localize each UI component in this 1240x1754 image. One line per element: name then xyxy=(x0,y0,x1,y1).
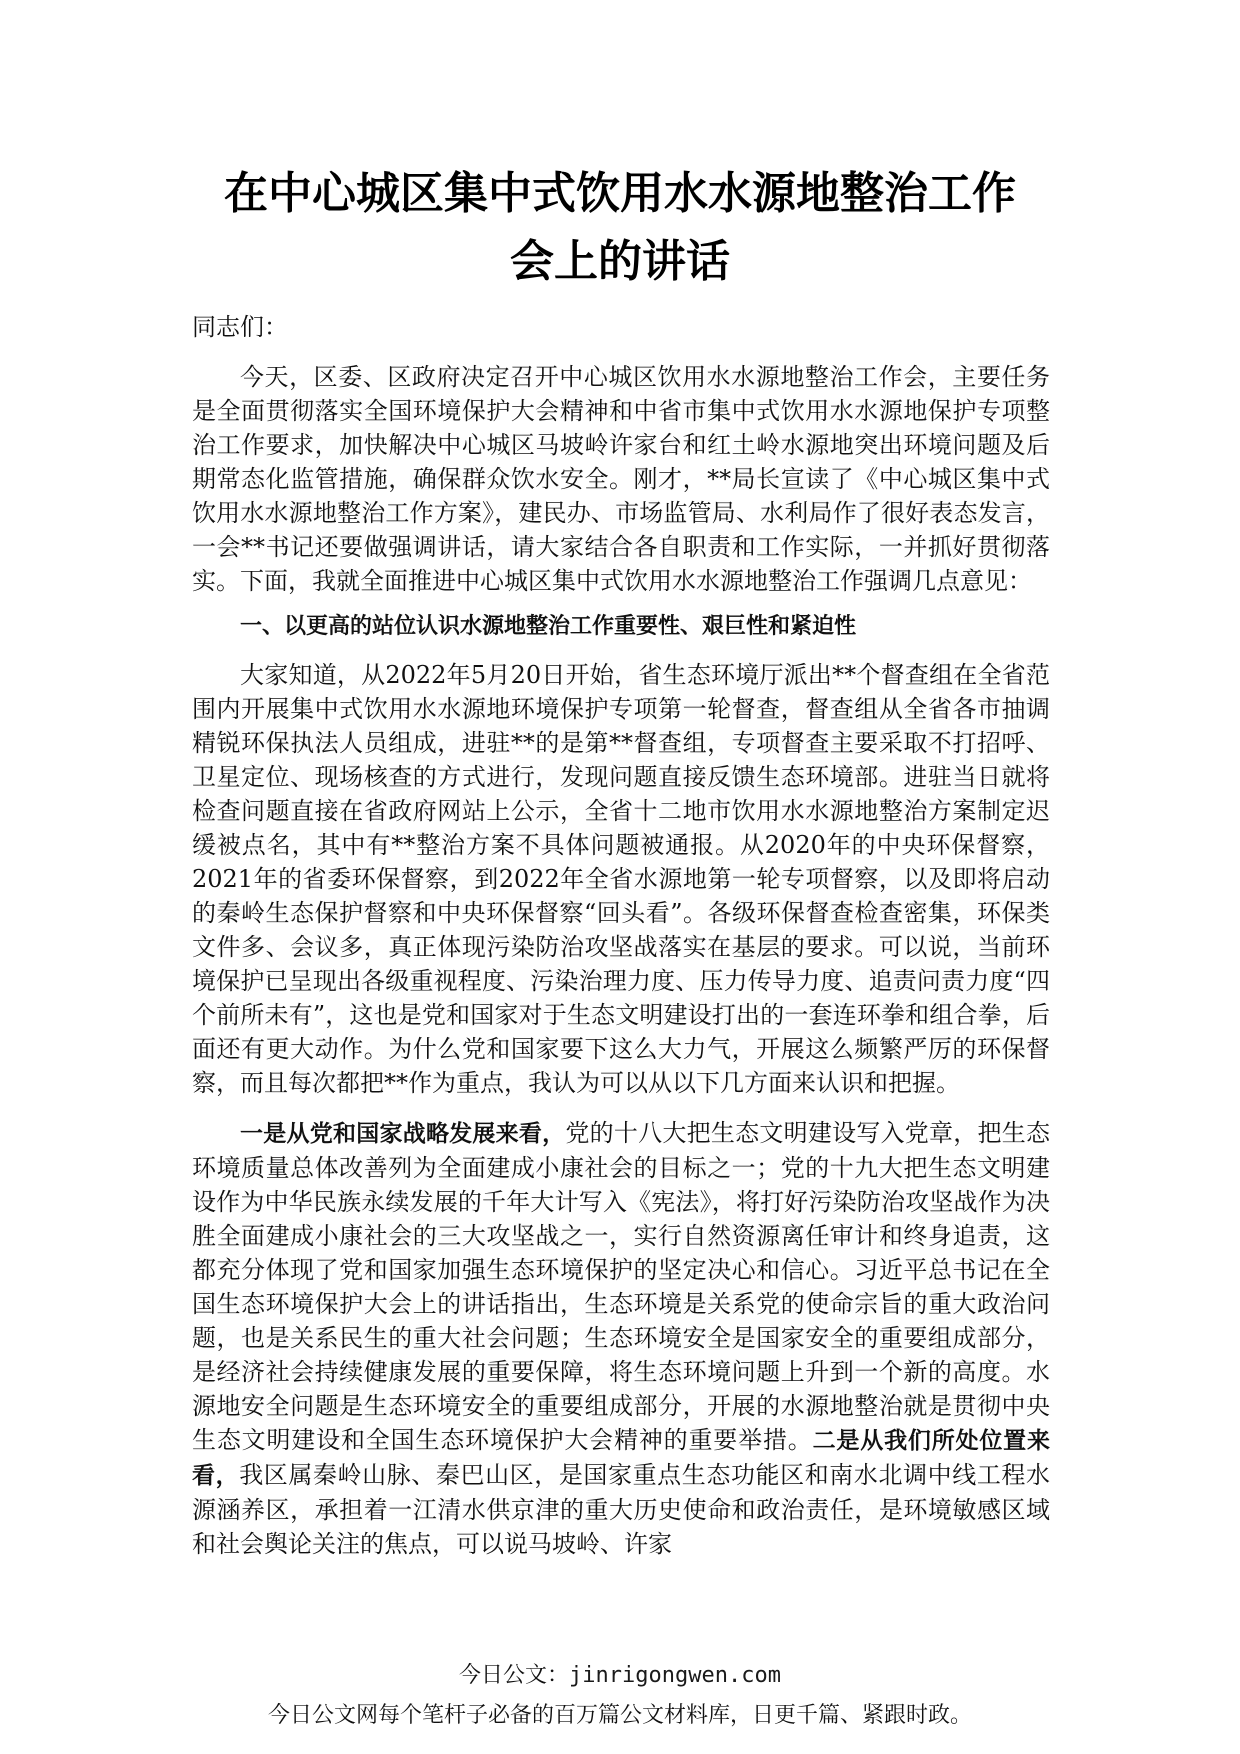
point-one-lead: 一是从党和国家战略发展来看， xyxy=(240,1121,566,1147)
point-two-text: 我区属秦岭山脉、秦巴山区，是国家重点生态功能区和南水北调中线工程水源涵养区，承担着一江清水供京津的重大历史使命和政治责任，是环境敏感区域和社会舆论关注的焦点，可以说马坡岭、许家 xyxy=(192,1461,1051,1558)
section-heading-1: 一、以更高的站位认识水源地整治工作重要性、艰巨性和紧迫性 xyxy=(240,614,857,639)
point-one-text: 党的十八大把生态文明建设写入党章，把生态环境质量总体改善列为全面建成小康社会的目标之一；党的十九大把生态文明建设作为中华民族永续发展的千年大计写入《宪法》，将打好污染防治攻坚战作为决胜全面建成小康社会的三大攻坚战之一，实行自然资源离任审计和终身追责，这都充分体现了党和国家加强生态环境保护的坚定决心和信心。习近平总书记在全国生态环境保护大会上的讲话指出，生态环境是关系党的使命宗旨的重大政治问题，也是关系民生的重大社会问题；生态环境安全是国家安全的重要组成部分，是经济社会持续健康发展的重要保障，将生态环境问题上升到一个新的高度。水源地安全问题是生态环境安全的重要组成部分，开展的水源地整治就是贯彻中央生态文明建设和全国生态环境保护大会精神的重要举措。 xyxy=(192,1119,1051,1454)
document-title xyxy=(130,160,1110,296)
footer-site-name: 今日公文： xyxy=(459,1663,570,1688)
paragraph-background: 大家知道，从2022年5月20日开始，省生态环境厅派出**个督查组在全省范围内开展集中式饮用水水源地环境保护专项第一轮督查，督查组从全省各市抽调精锐环保执法人员组成，进驻**的是第**督查组，专项督查主要采取不打招呼、卫星定位、现场核查的方式进行，发现问题直接反馈生态环境部。进驻当日就将检查问题直接在省政府网站上公示，全省十二地市饮用水水源地整治方案制定迟缓被点名，其中有**整治方案不具体问题被通报。从2020年的中央环保督察，2021年的省委环保督察，到2022年全省水源地第一轮专项督察，以及即将启动的秦岭生态保护督察和中央环保督察“回头看”。各级环保督查检查密集，环保类文件多、会议多，真正体现污染防治攻坚战落实在基层的要求。可以说，当前环境保护已呈现出各级重视程度、污染治理力度、压力传导力度、追责问责力度“四个前所未有”，这也是党和国家对于生态文明建设打出的一套连环拳和组合拳，后面还有更大动作。为什么党和国家要下这么大力气，开展这么频繁严厉的环保督察，而且每次都把**作为重点，我认为可以从以下几方面来认识和把握。 xyxy=(192,661,1050,1097)
footer-site-line xyxy=(0,1656,1240,1696)
footer-slogan: 今日公文网每个笔杆子必备的百万篇公文材料库，日更千篇、紧跟时政。 xyxy=(267,1703,972,1728)
document-body xyxy=(192,310,1050,1563)
paragraph-intro: 今天，区委、区政府决定召开中心城区饮用水水源地整治工作会，主要任务是全面贯彻落实全国环境保护大会精神和中省市集中式饮用水水源地保护专项整治工作要求，加快解决中心城区马坡岭许家台和红土岭水源地突出环境问题及后期常态化监管措施，确保群众饮水安全。刚才，**局长宣读了《中心城区集中式饮用水水源地整治工作方案》，建民办、市场监管局、水利局作了很好表态发言，一会**书记还要做强调讲话，请大家结合各自职责和工作实际，一并抓好贯彻落实。下面，我就全面推进中心城区集中式饮用水水源地整治工作强调几点意见： xyxy=(192,363,1050,595)
point-two-lead: 二是从我们所处位置来看， xyxy=(192,1428,1051,1489)
paragraph-strategy xyxy=(192,1116,1050,1561)
title-line-2: 会上的讲话 xyxy=(510,236,730,287)
salutation: 同志们： xyxy=(192,313,288,341)
footer-site-url[interactable]: jinrigongwen.com xyxy=(569,1663,781,1688)
page-footer xyxy=(0,1656,1240,1736)
title-line-1: 在中心城区集中式饮用水水源地整治工作 xyxy=(224,168,1016,219)
